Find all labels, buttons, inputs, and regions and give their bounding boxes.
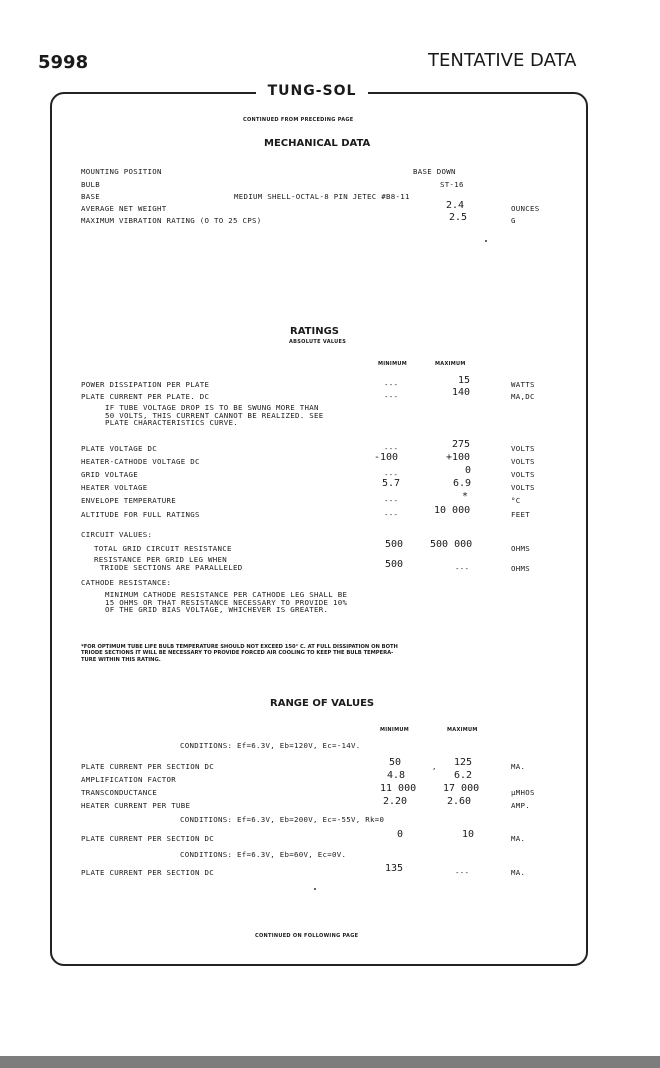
rating-unit: VOLTS <box>511 457 535 466</box>
range-max: 10 <box>462 829 475 840</box>
range-label: HEATER CURRENT PER TUBE <box>81 801 191 810</box>
rating-label: POWER DISSIPATION PER PLATE <box>81 380 210 389</box>
circuit-values-label: CIRCUIT VALUES: <box>81 530 153 539</box>
rating-min: -100 <box>374 452 399 463</box>
circuit-label: TOTAL GRID CIRCUIT RESISTANCE <box>94 544 232 553</box>
brand-logo: TUNG-SOL <box>256 83 368 99</box>
tentative-data-heading: TENTATIVE DATA <box>428 50 577 71</box>
rating-unit: °C <box>511 496 521 505</box>
cathode-resistance-label: CATHODE RESISTANCE: <box>81 578 172 587</box>
rating-label: PLATE CURRENT PER PLATE. DC <box>81 392 210 401</box>
circuit-label: RESISTANCE PER GRID LEG WHEN TRIODE SECTIONS ARE PARALLELED <box>94 555 243 572</box>
mech-value: 2.5 <box>449 212 468 223</box>
print-speck <box>485 240 487 242</box>
range-max: 2.60 <box>447 796 472 807</box>
rating-min: --- <box>384 470 399 479</box>
rating-max: 15 <box>458 375 471 386</box>
mech-value: 2.4 <box>446 200 465 211</box>
rating-min: --- <box>384 392 399 401</box>
rating-label: PLATE VOLTAGE DC <box>81 444 157 453</box>
ratings-col-max: MAXIMUM <box>435 361 466 367</box>
rating-min: 5.7 <box>382 478 401 489</box>
range-col-max: MAXIMUM <box>447 727 478 733</box>
range-label: PLATE CURRENT PER SECTION DC <box>81 868 214 877</box>
mech-label: MOUNTING POSITION <box>81 167 162 176</box>
rating-unit: VOLTS <box>511 470 535 479</box>
range-min: 135 <box>385 863 404 874</box>
range-col-min: MINIMUM <box>380 727 409 733</box>
range-max: 125 <box>454 757 473 768</box>
mech-value: MEDIUM SHELL-OCTAL-8 PIN JETEC #B8-11 <box>234 192 410 201</box>
circuit-max: --- <box>455 564 470 573</box>
ratings-subtitle: ABSOLUTE VALUES <box>289 339 347 345</box>
range-min: 11 000 <box>380 783 417 794</box>
mech-value: BASE DOWN <box>413 167 456 176</box>
circuit-min: 500 <box>385 559 404 570</box>
range-min: 2.20 <box>383 796 408 807</box>
rating-unit: WATTS <box>511 380 535 389</box>
rating-label: ENVELOPE TEMPERATURE <box>81 496 176 505</box>
mech-label: BASE <box>81 192 100 201</box>
range-label: AMPLIFICATION FACTOR <box>81 775 176 784</box>
mech-label: MAXIMUM VIBRATION RATING (O TO 25 CPS) <box>81 216 262 225</box>
rating-label: ALTITUDE FOR FULL RATINGS <box>81 510 200 519</box>
rating-max: 6.9 <box>453 478 472 489</box>
page-number: 5998 <box>38 52 89 73</box>
rating-unit: MA,DC <box>511 392 535 401</box>
range-label: PLATE CURRENT PER SECTION DC <box>81 834 214 843</box>
rating-min: --- <box>384 380 399 389</box>
rating-max: 10 000 <box>434 505 471 516</box>
rating-max: * <box>462 491 469 502</box>
range-unit: MA. <box>511 762 526 771</box>
rating-min: --- <box>384 496 399 505</box>
mech-label: BULB <box>81 180 100 189</box>
cathode-resistance-note: MINIMUM CATHODE RESISTANCE PER CATHODE LEG SHALL BE 15 OHMS OR THAT RESISTANCE NECESSARY TO PROVIDE 10% OF THE GRID BIAS VOLTAGE, WHICHEVER IS GREATER. <box>105 590 348 615</box>
plate-current-note: IF TUBE VOLTAGE DROP IS TO BE SWUNG MORE THAN 50 VOLTS, THIS CURRENT CANNOT BE REALIZED. SEE PLATE CHARACTERISTICS CURVE. <box>105 403 324 428</box>
rating-label: HEATER-CATHODE VOLTAGE DC <box>81 457 200 466</box>
conditions-line: CONDITIONS: Ef=6.3V, Eb=200V, Ec=-55V, Rk=0 <box>180 815 385 824</box>
range-unit: AMP. <box>511 801 530 810</box>
range-min: 50 <box>389 757 402 768</box>
mech-unit: OUNCES <box>511 204 540 213</box>
rating-max: +100 <box>446 452 471 463</box>
ratings-col-min: MINIMUM <box>378 361 407 367</box>
conditions-line: CONDITIONS: Ef=6.3V, Eb=120V, Ec=-14V. <box>180 741 361 750</box>
rating-max: 275 <box>452 439 471 450</box>
range-of-values-title: RANGE OF VALUES <box>270 698 375 709</box>
range-unit: MA. <box>511 834 526 843</box>
range-min: 4.8 <box>387 770 406 781</box>
mechanical-data-title: MECHANICAL DATA <box>264 138 371 149</box>
rating-unit: VOLTS <box>511 483 535 492</box>
mech-value: ST-16 <box>440 180 464 189</box>
range-separator: , <box>432 762 437 771</box>
rating-min: --- <box>384 444 399 453</box>
range-max: 17 000 <box>443 783 480 794</box>
continued-from-note: CONTINUED FROM PRECEDING PAGE <box>243 117 354 123</box>
range-label: PLATE CURRENT PER SECTION DC <box>81 762 214 771</box>
rating-unit: VOLTS <box>511 444 535 453</box>
circuit-unit: OHMS <box>511 544 530 553</box>
range-max: --- <box>455 868 470 877</box>
conditions-line: CONDITIONS: Ef=6.3V, Eb=60V, Ec=0V. <box>180 850 347 859</box>
range-max: 6.2 <box>454 770 473 781</box>
ratings-title: RATINGS <box>290 326 339 337</box>
rating-max: 140 <box>452 387 471 398</box>
rating-max: 0 <box>465 465 472 476</box>
range-label: TRANSCONDUCTANCE <box>81 788 157 797</box>
rating-label: HEATER VOLTAGE <box>81 483 148 492</box>
rating-unit: FEET <box>511 510 530 519</box>
circuit-unit: OHMS <box>511 564 530 573</box>
viewer-bottom-bar <box>0 1056 660 1068</box>
temperature-footnote: *FOR OPTIMUM TUBE LIFE BULB TEMPERATURE SHOULD NOT EXCEED 150° C. AT FULL DISSIPATION ON BOTH TRIODE SECTIONS IT WILL BE NECESSARY TO PROVIDE FORCED AIR COOLING TO KEEP THE BULB TEMPERA- TURE WITHIN THIS RATING. <box>81 644 398 663</box>
print-speck <box>314 888 316 890</box>
mech-unit: G <box>511 216 516 225</box>
rating-label: GRID VOLTAGE <box>81 470 138 479</box>
circuit-min: 500 <box>385 539 404 550</box>
mech-label: AVERAGE NET WEIGHT <box>81 204 167 213</box>
continued-on-note: CONTINUED ON FOLLOWING PAGE <box>255 933 359 939</box>
range-min: 0 <box>397 829 404 840</box>
range-unit: MA. <box>511 868 526 877</box>
circuit-max: 500 000 <box>430 539 473 550</box>
rating-min: --- <box>384 510 399 519</box>
range-unit: µMHOS <box>511 788 535 797</box>
